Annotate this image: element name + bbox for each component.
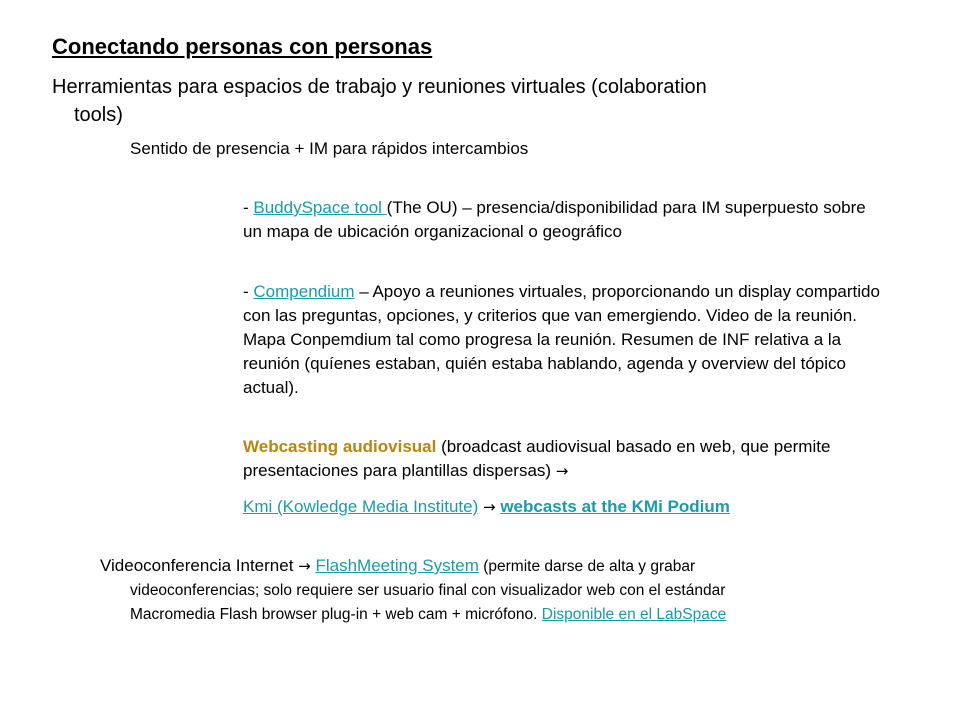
kmi-podium-link[interactable]: webcasts at the KMi Podium: [500, 497, 730, 516]
flashmeeting-link[interactable]: FlashMeeting System: [315, 556, 479, 575]
arrow-right-icon: →: [555, 462, 569, 480]
buddyspace-link[interactable]: BuddySpace tool: [253, 198, 387, 217]
presence-heading: Sentido de presencia + IM para rápidos intercambios: [130, 139, 529, 158]
bullet-dash: -: [243, 198, 254, 217]
kmi-item: [243, 495, 883, 519]
page-title: Conectando personas con personas: [52, 34, 433, 59]
arrow-right-icon: →: [298, 557, 311, 575]
arrow-right-icon: →: [483, 498, 496, 516]
labspace-link[interactable]: Disponible en el LabSpace: [541, 606, 727, 623]
video-text-3: Macromedia Flash browser plug-in + web cam + micrófono.: [130, 606, 542, 623]
intro-paragraph: [52, 73, 872, 129]
compendium-link[interactable]: Compendium: [253, 282, 355, 301]
webcasting-description: (broadcast audiovisual basado en web, que permite presentaciones para plantillas dispersas): [243, 437, 831, 480]
kmi-link[interactable]: Kmi (Kowledge Media Institute): [243, 497, 479, 516]
videoconference-paragraph: [100, 554, 890, 627]
buddyspace-item: [243, 196, 883, 244]
video-text-2: videoconferencias; solo requiere ser usuario final con visualizador web con el estándar: [130, 582, 726, 599]
intro-line-2: tools): [74, 104, 123, 126]
intro-line-1: Herramientas para espacios de trabajo y reuniones virtuales (colaboration: [52, 76, 707, 98]
bullet-dash: -: [243, 282, 254, 301]
compendium-description: – Apoyo a reuniones virtuales, proporcionando un display compartido con las preguntas, opciones, y criterios que van emergiendo. Video de la reunión. Mapa Conpemdium tal como progresa la reunión. Resumen de INF relativa a la reunión (quíenes estaban, quién estaba hablando, agenda y overview del tópico actual).: [243, 282, 880, 397]
video-lead: Videoconferencia Internet: [100, 556, 299, 575]
compendium-item: [243, 280, 883, 400]
webcasting-highlight: Webcasting audiovisual: [243, 437, 437, 456]
webcasting-item: [243, 435, 883, 483]
buddyspace-description: (The OU) – presencia/disponibilidad para IM superpuesto sobre un mapa de ubicación organizacional o geográfico: [243, 198, 866, 241]
video-text-1: (permite darse de alta y grabar: [478, 558, 696, 575]
